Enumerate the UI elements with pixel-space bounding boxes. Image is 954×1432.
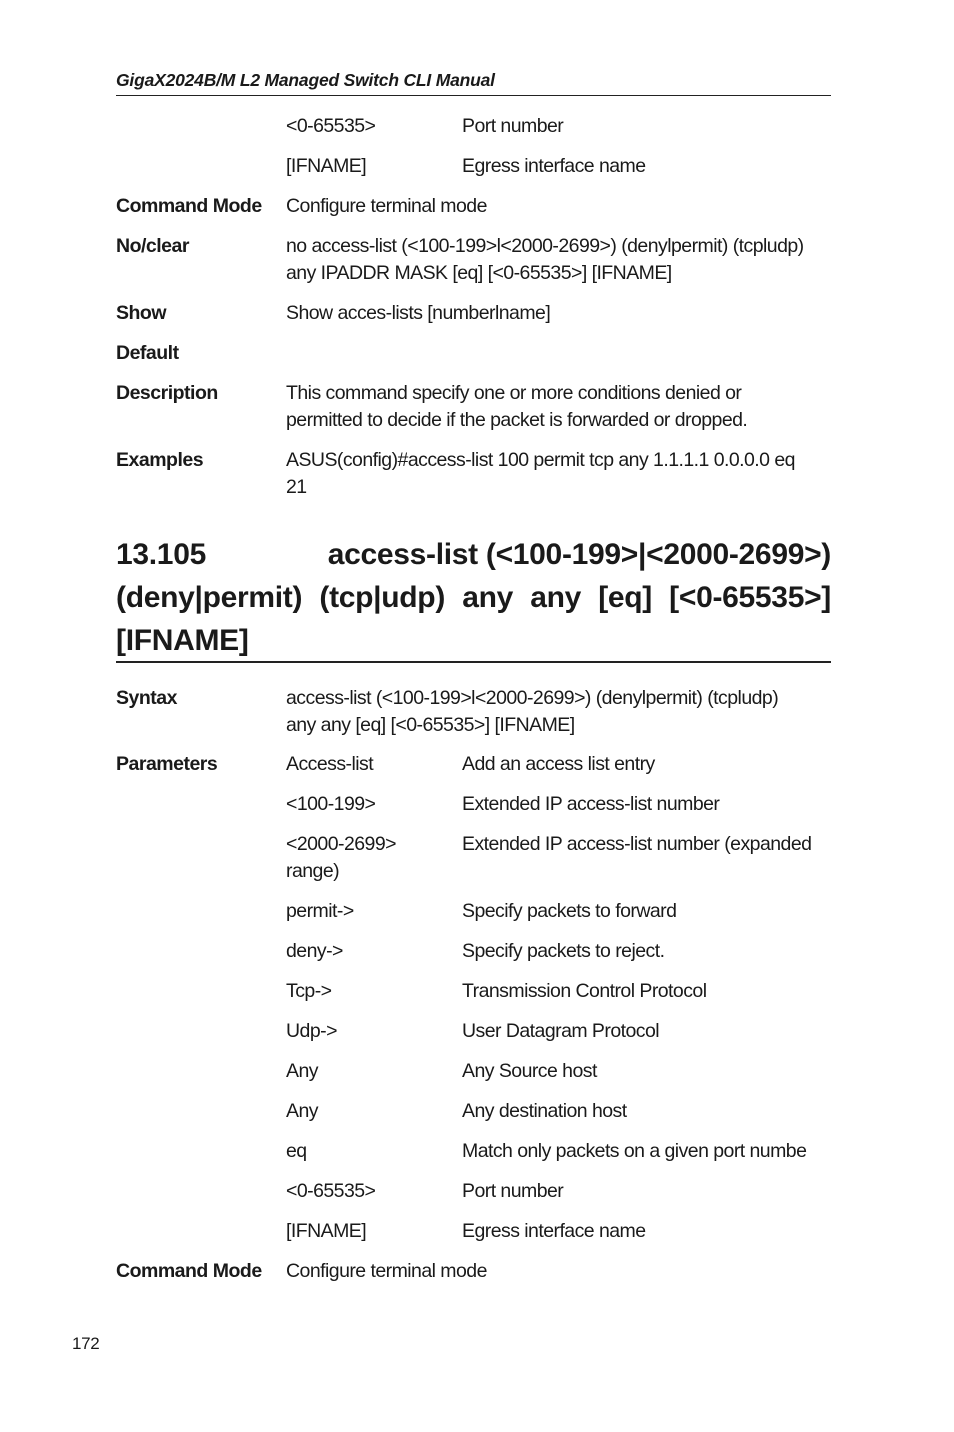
syntax-label: Syntax [116,687,177,709]
command-mode-label: Command Mode [116,1260,262,1282]
description-label: Description [116,382,218,404]
examples-label: Examples [116,449,204,471]
parameters-label: Parameters [116,753,218,775]
page-number: 172 [72,1334,100,1353]
param-desc: Any destination host [462,1100,627,1122]
section-heading-line-1 [116,533,831,576]
param-name: <2000-2699> range) [286,833,396,882]
param-name: Tcp-> [286,980,332,1002]
param-name: permit-> [286,900,354,922]
param-desc: Extended IP access-list number (expanded [462,833,812,855]
section-title-word: any [462,581,514,614]
section-title-part-1: access-list (<100-199>|<2000-2699>) [327,538,831,571]
section-heading-line-2 [116,576,831,619]
show-label: Show [116,302,166,324]
param-desc: Extended IP access-list number [462,793,720,815]
description-value: This command specify one or more conditions denied or permitted to decide if the packet is forwarded or dropped. [286,382,748,431]
syntax-value: access-list (<100-199>l<2000-2699>) (denylpermit) (tcpludp) any any [eq] [<0-65535>] [IFNAME] [286,687,779,736]
command-mode-value: Configure terminal mode [286,1260,487,1282]
param-name: Any [286,1060,318,1082]
param-name: <0-65535> [286,115,376,137]
default-label: Default [116,342,179,364]
section-heading [116,533,831,663]
param-desc: Transmission Control Protocol [462,980,707,1002]
param-desc: Egress interface name [462,1220,646,1242]
section-heading-line-3 [116,619,831,662]
running-header: GigaX2024B/M L2 Managed Switch CLI Manual [116,70,831,96]
param-name: <0-65535> [286,1180,376,1202]
no-clear-value: no access-list (<100-199>l<2000-2699>) (denylpermit) (tcpludp) any IPADDR MASK [eq] [<0-65535>] [IFNAME] [286,235,804,284]
no-clear-label: No/clear [116,235,189,257]
section-number: 13.105 [116,538,206,571]
param-name: deny-> [286,940,343,962]
param-name: Udp-> [286,1020,337,1042]
param-desc: Port number [462,115,564,137]
param-name: <100-199> [286,793,376,815]
section-title-word: [eq] [598,581,652,614]
section-title-word: (deny|permit) [116,581,303,614]
param-desc: Egress interface name [462,155,646,177]
show-value: Show acces-lists [numberlname] [286,302,551,324]
section-title-word: [<0-65535>] [669,581,831,614]
param-desc: User Datagram Protocol [462,1020,660,1042]
param-desc: Any Source host [462,1060,597,1082]
section-title-part-3: [IFNAME] [116,624,249,657]
param-desc: Match only packets on a given port numbe [462,1140,807,1162]
param-name: [IFNAME] [286,155,367,177]
param-desc: Add an access list entry [462,753,655,775]
param-desc: Port number [462,1180,564,1202]
param-name: eq [286,1140,307,1162]
section-title-word: any [530,581,581,614]
command-mode-value: Configure terminal mode [286,195,487,217]
param-name: [IFNAME] [286,1220,367,1242]
param-name: Access-list [286,753,374,775]
section-title-word: (tcp|udp) [319,581,446,614]
param-name: Any [286,1100,318,1122]
command-mode-label: Command Mode [116,195,262,217]
examples-value: ASUS(config)#access-list 100 permit tcp any 1.1.1.1 0.0.0.0 eq 21 [286,449,795,498]
param-desc: Specify packets to reject. [462,940,665,962]
param-desc: Specify packets to forward [462,900,677,922]
